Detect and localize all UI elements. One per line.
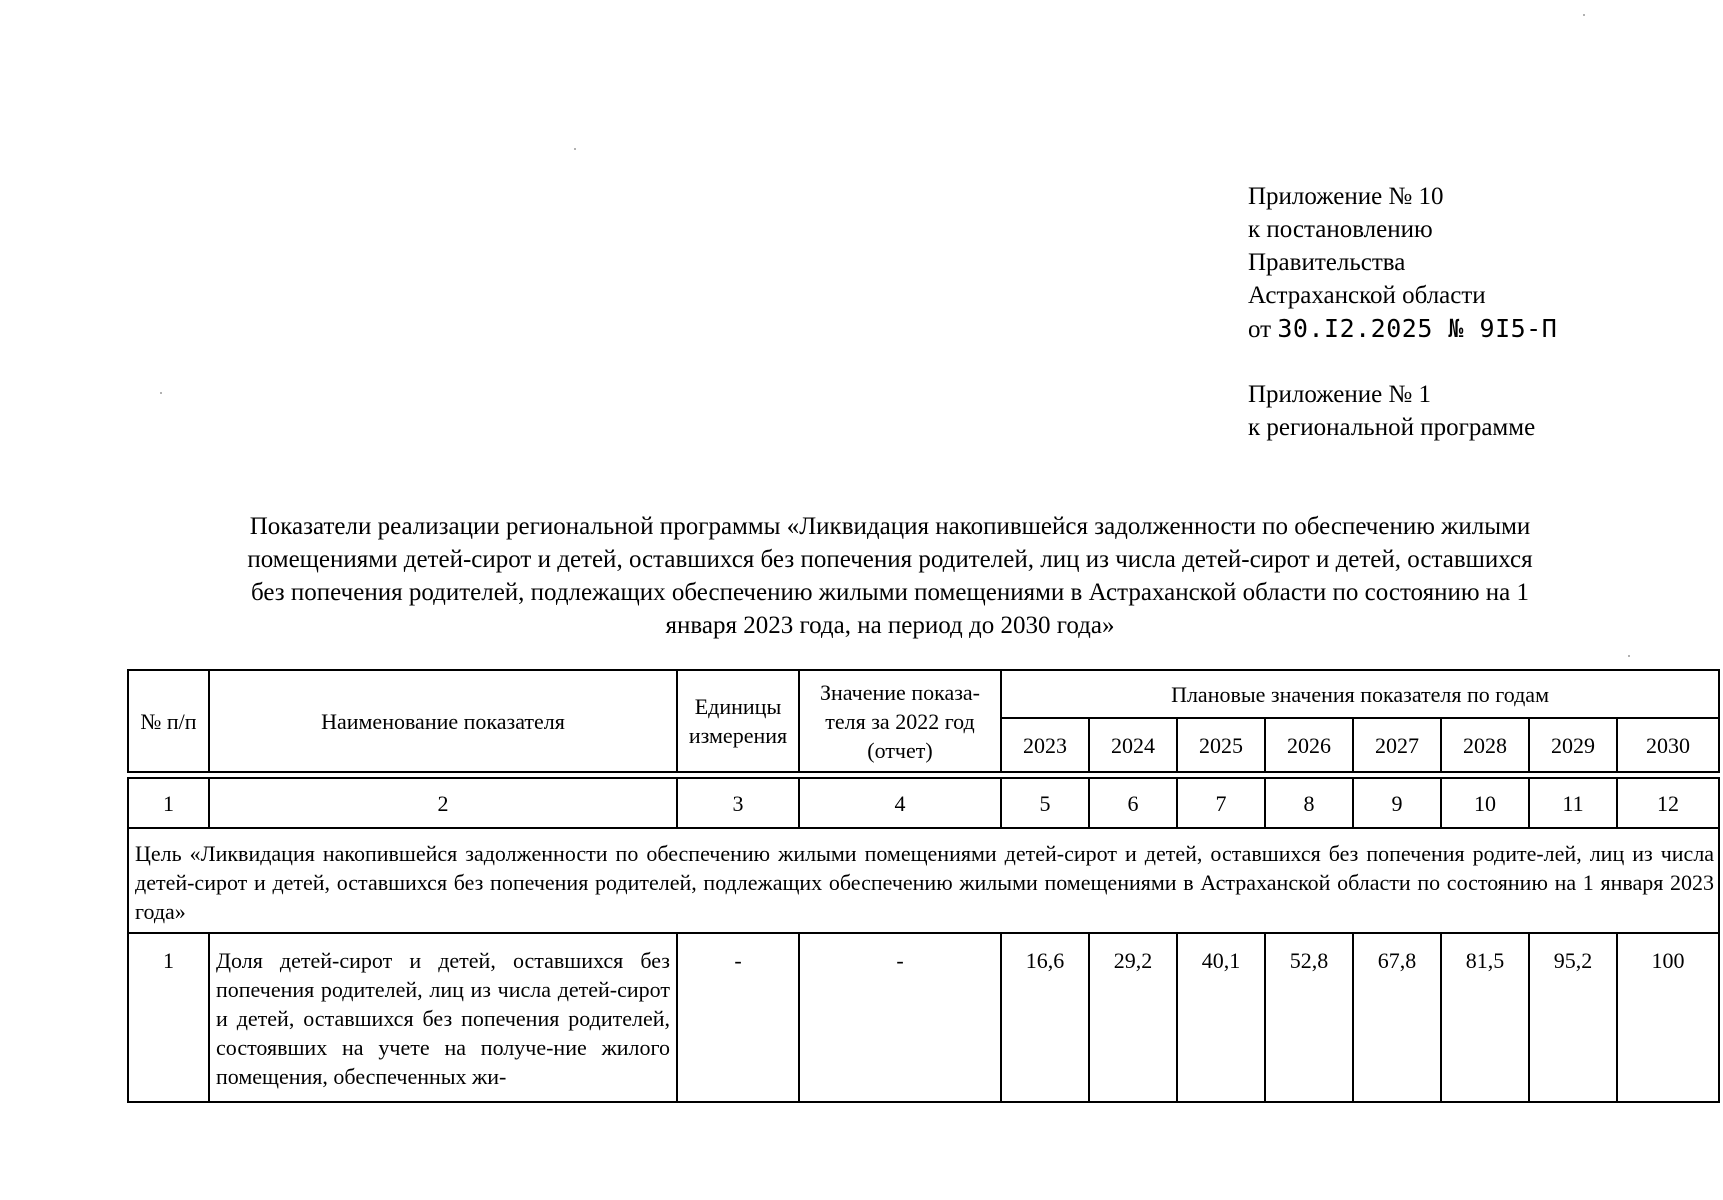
column-number: 12 bbox=[1617, 778, 1719, 828]
appendix-10-block bbox=[1248, 180, 1557, 346]
goal-text: Цель «Ликвидация накопившейся задолженности по обеспечению жилыми помещениями детей-сирот и детей, оставшихся без попечения родите-лей, лиц из числа детей-сирот и детей, оставшихся без попечения родителей, подлежащих обеспечению жилыми помещениями в Астраханской области по состоянию на 1 января 2023 года» bbox=[128, 828, 1719, 933]
header-year: 2028 bbox=[1441, 718, 1529, 772]
header-num: № п/п bbox=[128, 670, 209, 772]
title-line: Показатели реализации региональной программы «Ликвидация накопившейся задолженности по обеспечению жилыми bbox=[249, 513, 1531, 540]
column-number: 10 bbox=[1441, 778, 1529, 828]
header-year: 2026 bbox=[1265, 718, 1353, 772]
scan-speck bbox=[1583, 14, 1585, 16]
date-number-stamp: 30.I2.2025 № 9I5-П bbox=[1277, 314, 1558, 343]
header-year: 2024 bbox=[1089, 718, 1177, 772]
row-value-2026: 52,8 bbox=[1265, 933, 1353, 1102]
appendix-10-title: Приложение № 10 bbox=[1248, 183, 1444, 210]
row-value-2024: 29,2 bbox=[1089, 933, 1177, 1102]
row-value-2027: 67,8 bbox=[1353, 933, 1441, 1102]
scan-speck bbox=[1628, 655, 1630, 657]
column-number: 7 bbox=[1177, 778, 1265, 828]
column-numbers-row bbox=[128, 778, 1719, 828]
header-year: 2025 bbox=[1177, 718, 1265, 772]
column-number: 1 bbox=[128, 778, 209, 828]
appendix-1-title: Приложение № 1 bbox=[1248, 381, 1432, 408]
row-value-2025: 40,1 bbox=[1177, 933, 1265, 1102]
header-name: Наименование показателя bbox=[209, 670, 677, 772]
row-name-cell bbox=[209, 933, 677, 1102]
header-year: 2029 bbox=[1529, 718, 1617, 772]
header-year: 2030 bbox=[1617, 718, 1719, 772]
header-unit: Единицы измерения bbox=[677, 670, 799, 772]
column-number: 5 bbox=[1001, 778, 1089, 828]
appendix-1-line-2: к региональной программе bbox=[1248, 414, 1536, 441]
column-number: 6 bbox=[1089, 778, 1177, 828]
header-year: 2027 bbox=[1353, 718, 1441, 772]
scan-speck bbox=[160, 392, 162, 394]
column-number: 8 bbox=[1265, 778, 1353, 828]
header-year: 2023 bbox=[1001, 718, 1089, 772]
row-value-2023: 16,6 bbox=[1001, 933, 1089, 1102]
date-prefix: от bbox=[1248, 316, 1272, 343]
goal-row bbox=[128, 828, 1719, 933]
row-value-2029: 95,2 bbox=[1529, 933, 1617, 1102]
row-num: 1 bbox=[128, 933, 209, 1102]
row-unit: - bbox=[677, 933, 799, 1102]
column-number: 2 bbox=[209, 778, 677, 828]
scan-speck bbox=[574, 148, 576, 150]
title-line: января 2023 года, на период до 2030 года» bbox=[665, 612, 1115, 639]
document-title bbox=[130, 510, 1650, 642]
title-line: помещениями детей-сирот и детей, оставшихся без попечения родителей, лиц из числа детей-сирот и детей, оставшихся bbox=[247, 546, 1533, 573]
appendix-10-line-4: Астраханской области bbox=[1248, 282, 1486, 309]
header-row bbox=[128, 670, 1719, 718]
column-number: 4 bbox=[799, 778, 1001, 828]
table-row bbox=[128, 933, 1719, 1102]
row-value-2030: 100 bbox=[1617, 933, 1719, 1102]
column-number: 11 bbox=[1529, 778, 1617, 828]
row-base-value: - bbox=[799, 933, 1001, 1102]
appendix-10-date-line bbox=[1248, 312, 1557, 346]
appendix-1-block bbox=[1248, 378, 1535, 444]
indicators-table bbox=[127, 669, 1720, 1103]
column-number: 9 bbox=[1353, 778, 1441, 828]
appendix-10-line-3: Правительства bbox=[1248, 249, 1406, 276]
header-base-value: Значение показа-теля за 2022 год (отчет) bbox=[799, 670, 1001, 772]
row-value-2028: 81,5 bbox=[1441, 933, 1529, 1102]
title-line: без попечения родителей, подлежащих обеспечению жилыми помещениями в Астраханской области по состоянию на 1 bbox=[251, 579, 1529, 606]
header-plan-values: Плановые значения показателя по годам bbox=[1001, 670, 1719, 718]
column-number: 3 bbox=[677, 778, 799, 828]
appendix-10-line-2: к постановлению bbox=[1248, 216, 1433, 243]
row-name: Доля детей-сирот и детей, оставшихся без попечения родителей, лиц из числа детей-сирот и детей, оставшихся без попечения родителей, состоявших на учете на получе-ние жилого помещения, обеспеченных жи- bbox=[216, 948, 670, 1089]
